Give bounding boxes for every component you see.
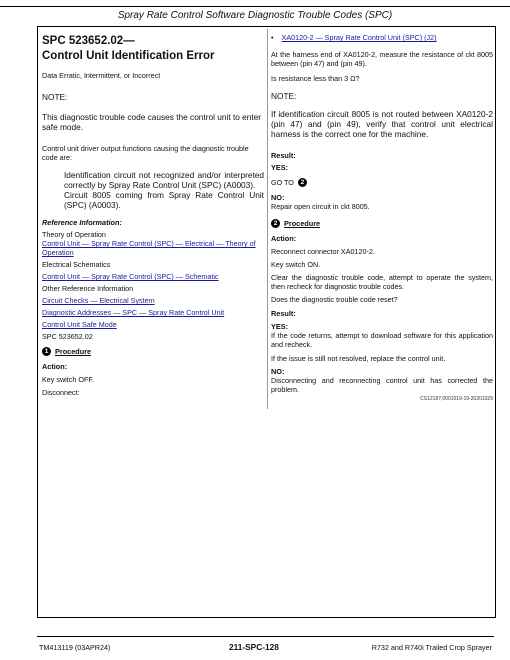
note-label-right: NOTE:: [271, 91, 297, 101]
bullet-icon: •: [271, 33, 274, 42]
driver-intro: Control unit driver output functions causing the diagnostic trouble code are:: [42, 144, 249, 162]
yes-2-text-2: If the issue is still not resolved, replace the control unit.: [271, 354, 446, 363]
yes-label: YES:: [271, 163, 289, 172]
driver-item-2: Circuit 8005 coming from Spray Rate Control Unit (SPC) (A0003).: [64, 190, 264, 210]
action-right-3: Clear the diagnostic trouble code, attempt to operate the system, then recheck for diagnostic trouble codes.: [271, 273, 493, 291]
action-right-1: Reconnect connector XA0120-2.: [271, 247, 375, 256]
dtc-code-plain: SPC 523652.02: [42, 332, 93, 341]
content-frame: [37, 26, 496, 618]
right-column: [271, 33, 493, 403]
safe-mode-link[interactable]: Control Unit Safe Mode: [42, 320, 117, 329]
resistance-question: Is resistance less than 3 Ω?: [271, 74, 360, 83]
connector-link[interactable]: XA0120-2 — Spray Rate Control Unit (SPC) (J2): [281, 33, 437, 42]
action-right-4: Does the diagnostic trouble code reset?: [271, 295, 398, 304]
dtc-code: SPC 523652.02—: [42, 35, 135, 47]
connector-bullet: [271, 33, 493, 42]
left-column: [42, 33, 264, 397]
top-rule: [0, 0, 510, 7]
fmi-description: Data Erratic, Intermittent, or Incorrect: [42, 71, 161, 80]
page-header-title: Spray Rate Control Software Diagnostic Trouble Codes (SPC): [117, 10, 393, 21]
schematics-label: Electrical Schematics: [42, 260, 111, 269]
yes-2-text: If the code returns, attempt to download software for this application and recheck.: [271, 331, 493, 349]
step-2-heading: [271, 219, 493, 228]
note-text: This diagnostic trouble code causes the control unit to enter safe mode.: [42, 112, 262, 132]
result-2-label: Result:: [271, 309, 296, 318]
action-right-2: Key switch ON.: [271, 260, 321, 269]
column-divider: [267, 29, 268, 409]
measure-instruction: At the harness end of XA0120-2, measure the resistance of ckt 8005 between (pin 47) and (pin 49).: [271, 50, 493, 68]
step-2-title: Procedure: [284, 219, 321, 228]
step-1-heading: [42, 347, 264, 356]
goto-step-2[interactable]: [271, 178, 493, 187]
note-text-right: If identification circuit 8005 is not routed between XA0120-2 (pin 47) and (pin 49), verify that control unit electrical harness is the correct one for the machine.: [271, 109, 493, 139]
diagnostic-addresses-link[interactable]: Diagnostic Addresses — SPC — Spray Rate Control Unit: [42, 308, 225, 317]
footer-machine: R732 and R740i Trailed Crop Sprayer: [371, 643, 492, 652]
action-label: Action:: [42, 362, 68, 371]
action-item-1: Key switch OFF.: [42, 375, 94, 384]
circuit-checks-link[interactable]: Circuit Checks — Electrical System: [42, 296, 155, 305]
driver-item-1: Identification circuit not recognized and/or interpreted correctly by Spray Rate Control Unit (SPC) (A0003).: [64, 170, 264, 190]
no-2-text: Disconnecting and reconnecting control unit has corrected the problem.: [271, 376, 493, 394]
step-1-number-icon: 1: [42, 347, 51, 356]
theory-link[interactable]: Control Unit — Spray Rate Control (SPC) — Electrical — Theory of Operation: [42, 239, 256, 257]
theory-label: Theory of Operation: [42, 230, 106, 239]
dtc-title: Control Unit Identification Error: [42, 50, 215, 62]
action-item-2: Disconnect:: [42, 388, 80, 397]
reference-info-label: Reference Information:: [42, 218, 122, 227]
no-2-label: NO:: [271, 367, 285, 376]
footer-manual-id: TM413119 (03APR24): [39, 643, 111, 652]
action-label-right: Action:: [271, 234, 297, 243]
schematic-link[interactable]: Control Unit — Spray Rate Control (SPC) — Schematic: [42, 272, 219, 281]
note-label: NOTE:: [42, 92, 68, 102]
no-text: Repair open circuit in ckt 8005.: [271, 202, 370, 211]
no-label: NO:: [271, 193, 285, 202]
step-2-number-icon: 2: [271, 219, 280, 228]
result-label: Result:: [271, 151, 296, 160]
footer-page-number: 211-SPC-128: [229, 642, 279, 652]
goto-step-2-icon[interactable]: 2: [298, 178, 307, 187]
goto-text: GO TO: [271, 178, 294, 187]
step-1-title: Procedure: [55, 347, 92, 356]
document-id: CS12187,0001019-19-20201029: [420, 396, 493, 402]
yes-2-label: YES:: [271, 322, 289, 331]
other-ref-label: Other Reference Information: [42, 284, 134, 293]
page-footer: [37, 636, 494, 655]
